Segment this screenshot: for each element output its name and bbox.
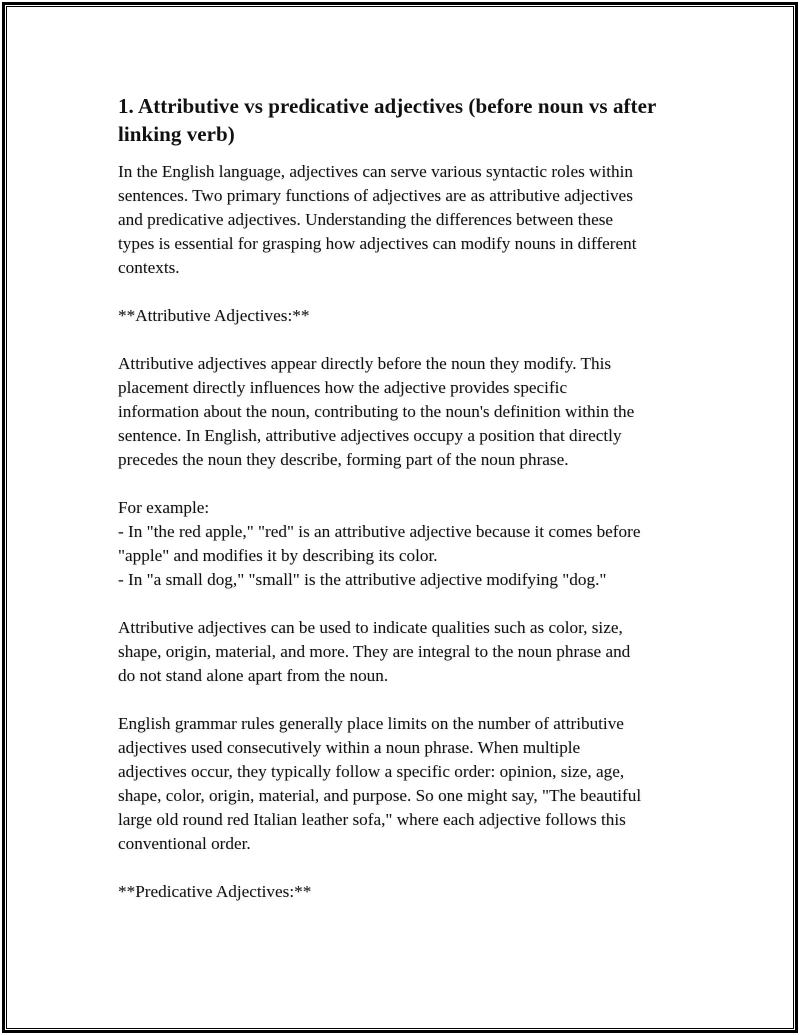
text-line: sentences. Two primary functions of adjectives are as attributive adjectives — [118, 186, 633, 205]
attributive-heading — [118, 304, 684, 328]
title-line: 1. Attributive vs predicative adjectives (before noun vs after — [118, 94, 657, 118]
title-line: linking verb) — [118, 122, 235, 146]
qualities-paragraph — [118, 616, 684, 688]
text-line: Attributive adjectives appear directly before the noun they modify. This — [118, 354, 612, 373]
examples-paragraph — [118, 496, 684, 592]
intro-paragraph — [118, 160, 684, 280]
text-line: shape, origin, material, and more. They are integral to the noun phrase and — [118, 642, 631, 661]
text-line: contexts. — [118, 258, 180, 277]
text-line: adjectives occur, they typically follow a specific order: opinion, size, age, — [118, 762, 625, 781]
text-line: For example: — [118, 498, 210, 517]
text-line: - In "the red apple," "red" is an attributive adjective because it comes before — [118, 522, 641, 541]
text-line: sentence. In English, attributive adjectives occupy a position that directly — [118, 426, 622, 445]
text-line: Attributive adjectives can be used to indicate qualities such as color, size, — [118, 618, 623, 637]
text-line: In the English language, adjectives can serve various syntactic roles within — [118, 162, 633, 181]
attributive-definition-paragraph — [118, 352, 684, 472]
predicative-heading — [118, 880, 684, 904]
text-line: **Attributive Adjectives:** — [118, 306, 310, 325]
text-line: do not stand alone apart from the noun. — [118, 666, 389, 685]
text-line: precedes the noun they describe, forming part of the noun phrase. — [118, 450, 569, 469]
text-line: conventional order. — [118, 834, 251, 853]
order-paragraph — [118, 712, 684, 856]
document-body — [118, 92, 684, 928]
text-line: adjectives used consecutively within a noun phrase. When multiple — [118, 738, 581, 757]
text-line: types is essential for grasping how adjectives can modify nouns in different — [118, 234, 637, 253]
text-line: large old round red Italian leather sofa," where each adjective follows this — [118, 810, 626, 829]
text-line: - In "a small dog," "small" is the attributive adjective modifying "dog." — [118, 570, 607, 589]
text-line: English grammar rules generally place limits on the number of attributive — [118, 714, 624, 733]
text-line: shape, color, origin, material, and purpose. So one might say, "The beautiful — [118, 786, 642, 805]
section-title — [118, 92, 684, 148]
text-line: **Predicative Adjectives:** — [118, 882, 312, 901]
text-line: placement directly influences how the adjective provides specific — [118, 378, 568, 397]
text-line: "apple" and modifies it by describing its color. — [118, 546, 438, 565]
text-line: information about the noun, contributing to the noun's definition within the — [118, 402, 635, 421]
text-line: and predicative adjectives. Understanding the differences between these — [118, 210, 614, 229]
